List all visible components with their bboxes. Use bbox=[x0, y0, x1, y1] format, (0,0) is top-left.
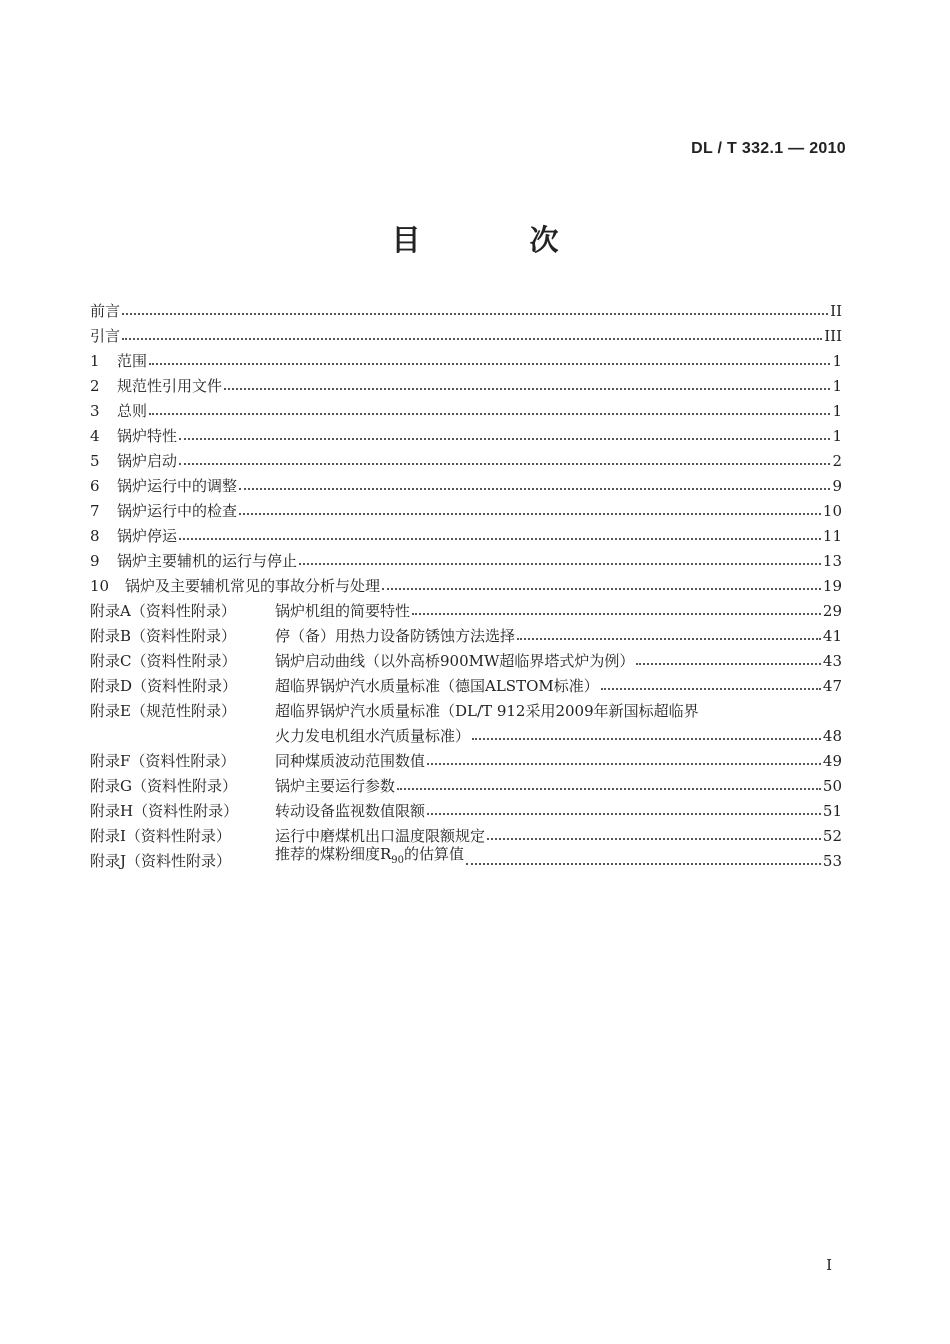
toc-entry-number: 7 bbox=[90, 502, 100, 520]
leader-dots bbox=[382, 588, 821, 590]
toc-entry-page: 10 bbox=[822, 502, 842, 520]
toc-entry-page: 1 bbox=[832, 427, 842, 445]
toc-appendix-a[interactable] bbox=[90, 596, 842, 621]
toc-entry-page: III bbox=[824, 327, 842, 345]
appendix-label: 附录F（资料性附录） bbox=[90, 752, 236, 770]
appendix-title-continued: 火力发电机组水汽质量标准） bbox=[275, 727, 471, 745]
toc-entry-6[interactable] bbox=[90, 471, 842, 496]
appendix-title: 转动设备监视数值限额 bbox=[275, 802, 426, 820]
toc-entry-page: 50 bbox=[822, 777, 842, 795]
toc-entry-page: 11 bbox=[822, 527, 842, 545]
toc-entry-page: 13 bbox=[822, 552, 842, 570]
toc-entry-page: 19 bbox=[822, 577, 842, 595]
toc-entry-text: 总则 bbox=[117, 402, 148, 420]
toc-entry-text: 引言 bbox=[90, 327, 121, 345]
appendix-title: 停（备）用热力设备防锈蚀方法选择 bbox=[275, 627, 516, 645]
toc-entry-number: 10 bbox=[90, 577, 110, 595]
appendix-label: 附录G（资料性附录） bbox=[90, 777, 237, 795]
leader-dots bbox=[179, 438, 830, 440]
leader-dots bbox=[179, 538, 821, 540]
toc-entry-text: 锅炉主要辅机的运行与停止 bbox=[117, 552, 298, 570]
table-of-contents bbox=[90, 296, 842, 871]
leader-dots bbox=[149, 363, 830, 365]
leader-dots bbox=[122, 313, 828, 315]
leader-dots bbox=[412, 613, 821, 615]
leader-dots bbox=[466, 863, 821, 865]
toc-appendix-i[interactable] bbox=[90, 821, 842, 846]
toc-entry-4[interactable] bbox=[90, 421, 842, 446]
leader-dots bbox=[122, 338, 822, 340]
leader-dots bbox=[239, 488, 830, 490]
appendix-title: 运行中磨煤机出口温度限额规定 bbox=[275, 827, 486, 845]
appendix-title-part: 推荐的煤粉细度R bbox=[275, 845, 392, 863]
toc-entry-text: 锅炉启动 bbox=[117, 452, 178, 470]
appendix-label: 附录D（资料性附录） bbox=[90, 677, 238, 695]
toc-entry-number: 9 bbox=[90, 552, 100, 570]
appendix-title-part: 的估算值 bbox=[404, 845, 465, 863]
toc-entry-text: 锅炉运行中的检查 bbox=[117, 502, 238, 520]
toc-appendix-e-continued[interactable] bbox=[90, 721, 842, 746]
toc-entry-page: 47 bbox=[822, 677, 842, 695]
toc-entry-page: 49 bbox=[822, 752, 842, 770]
leader-dots bbox=[299, 563, 821, 565]
subscript: 90 bbox=[391, 855, 405, 866]
leader-dots bbox=[472, 738, 821, 740]
toc-appendix-e[interactable] bbox=[90, 696, 842, 721]
toc-entry-introduction[interactable] bbox=[90, 321, 842, 346]
toc-appendix-j[interactable] bbox=[90, 846, 842, 871]
leader-dots bbox=[487, 838, 821, 840]
appendix-label: 附录J（资料性附录） bbox=[90, 852, 232, 870]
toc-appendix-d[interactable] bbox=[90, 671, 842, 696]
page-number: I bbox=[826, 1256, 832, 1274]
appendix-title: 超临界锅炉汽水质量标准（DL/T 912采用2009年新国标超临界 bbox=[275, 702, 699, 720]
leader-dots bbox=[427, 813, 821, 815]
toc-entry-10[interactable] bbox=[90, 571, 842, 596]
leader-dots bbox=[517, 638, 821, 640]
appendix-title: 超临界锅炉汽水质量标准（德国ALSTOM标准） bbox=[275, 677, 599, 695]
toc-appendix-c[interactable] bbox=[90, 646, 842, 671]
toc-entry-number: 5 bbox=[90, 452, 100, 470]
toc-entry-text: 锅炉及主要辅机常见的事故分析与处理 bbox=[125, 577, 381, 595]
toc-entry-number: 8 bbox=[90, 527, 100, 545]
toc-entry-page: 51 bbox=[822, 802, 842, 820]
leader-dots bbox=[239, 513, 821, 515]
toc-entry-3[interactable] bbox=[90, 396, 842, 421]
toc-entry-page: 29 bbox=[822, 602, 842, 620]
toc-entry-text: 锅炉运行中的调整 bbox=[117, 477, 238, 495]
leader-dots bbox=[427, 763, 821, 765]
toc-entry-number: 3 bbox=[90, 402, 100, 420]
appendix-title: 同种煤质波动范围数值 bbox=[275, 752, 426, 770]
toc-entry-page: 48 bbox=[822, 727, 842, 745]
toc-entry-page: 9 bbox=[832, 477, 842, 495]
toc-entry-page: 1 bbox=[832, 402, 842, 420]
toc-entry-1[interactable] bbox=[90, 346, 842, 371]
toc-entry-number: 6 bbox=[90, 477, 100, 495]
appendix-label: 附录H（资料性附录） bbox=[90, 802, 239, 820]
appendix-label: 附录A（资料性附录） bbox=[90, 602, 236, 620]
toc-appendix-g[interactable] bbox=[90, 771, 842, 796]
appendix-label: 附录E（规范性附录） bbox=[90, 702, 236, 720]
appendix-label: 附录I（资料性附录） bbox=[90, 827, 231, 845]
toc-entry-text: 规范性引用文件 bbox=[117, 377, 223, 395]
appendix-label: 附录B（资料性附录） bbox=[90, 627, 237, 645]
toc-entry-page: 43 bbox=[822, 652, 842, 670]
toc-appendix-b[interactable] bbox=[90, 621, 842, 646]
toc-entry-text: 锅炉特性 bbox=[117, 427, 178, 445]
toc-appendix-h[interactable] bbox=[90, 796, 842, 821]
toc-entry-8[interactable] bbox=[90, 521, 842, 546]
leader-dots bbox=[179, 463, 830, 465]
appendix-title: 锅炉主要运行参数 bbox=[275, 777, 396, 795]
toc-entry-number: 2 bbox=[90, 377, 100, 395]
leader-dots bbox=[149, 413, 830, 415]
toc-entry-text: 锅炉停运 bbox=[117, 527, 178, 545]
toc-entry-page: 1 bbox=[832, 377, 842, 395]
appendix-title bbox=[275, 844, 464, 871]
toc-entry-page: 2 bbox=[832, 452, 842, 470]
leader-dots bbox=[601, 688, 821, 690]
toc-entry-page: II bbox=[830, 302, 842, 320]
toc-entry-number: 1 bbox=[90, 352, 100, 370]
toc-entry-number: 4 bbox=[90, 427, 100, 445]
toc-entry-2[interactable] bbox=[90, 371, 842, 396]
appendix-label: 附录C（资料性附录） bbox=[90, 652, 237, 670]
leader-dots bbox=[397, 788, 821, 790]
leader-dots bbox=[636, 663, 820, 665]
toc-entry-7[interactable] bbox=[90, 496, 842, 521]
toc-entry-page: 1 bbox=[832, 352, 842, 370]
toc-entry-5[interactable] bbox=[90, 446, 842, 471]
toc-entry-9[interactable] bbox=[90, 546, 842, 571]
page-title: 目 次 bbox=[391, 223, 599, 257]
appendix-title: 锅炉机组的简要特性 bbox=[275, 602, 411, 620]
document-code: DL / T 332.1 — 2010 bbox=[691, 140, 846, 157]
toc-entry-foreword[interactable] bbox=[90, 296, 842, 321]
toc-entry-page: 53 bbox=[822, 852, 842, 870]
appendix-title: 锅炉启动曲线（以外高桥900MW超临界塔式炉为例） bbox=[275, 652, 635, 670]
toc-appendix-f[interactable] bbox=[90, 746, 842, 771]
toc-entry-page: 52 bbox=[822, 827, 842, 845]
leader-dots bbox=[224, 388, 830, 390]
toc-entry-text: 前言 bbox=[90, 302, 121, 320]
toc-entry-text: 范围 bbox=[117, 352, 148, 370]
toc-entry-page: 41 bbox=[822, 627, 842, 645]
